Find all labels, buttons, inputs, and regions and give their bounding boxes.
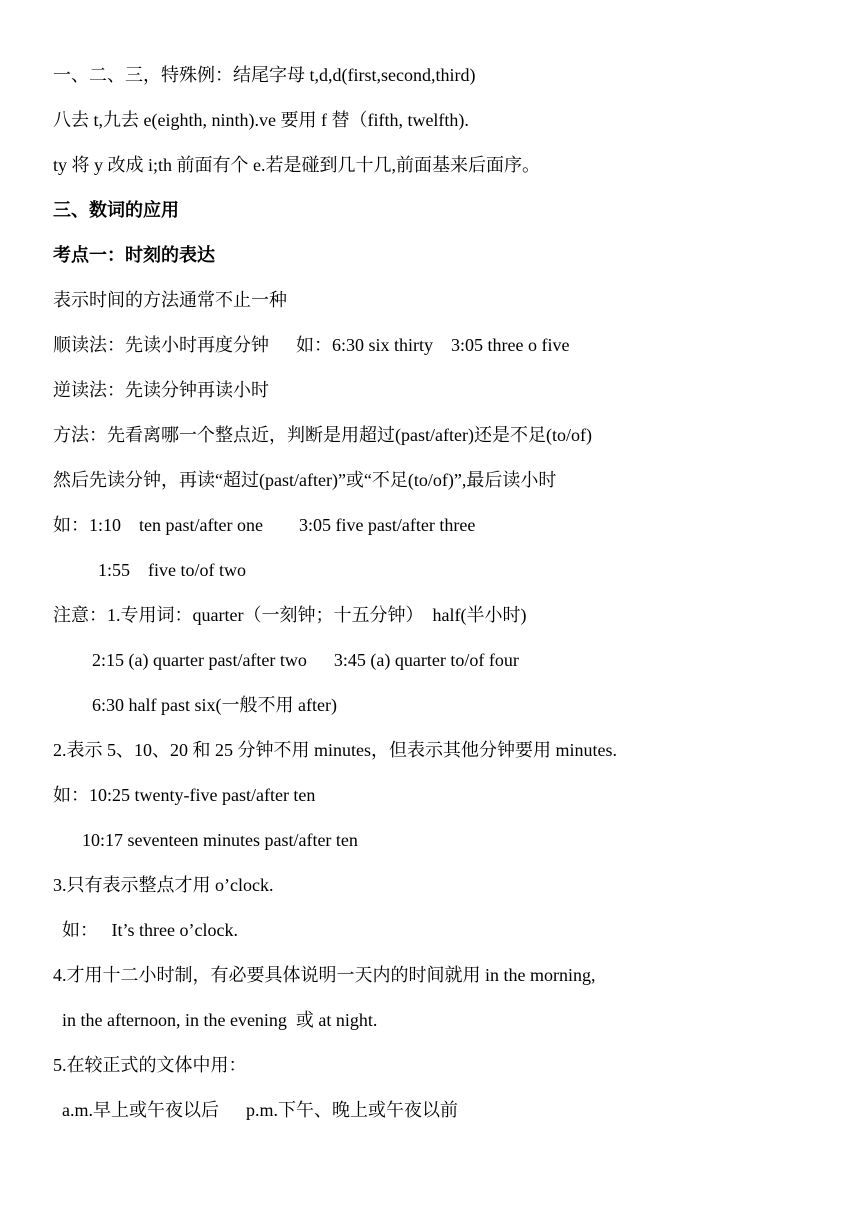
text-line: 一、二、三，特殊例：结尾字母 t,d,d(first,second,third) (53, 65, 476, 85)
text-line: 八去 t,九去 e(eighth, ninth).ve 要用 f 替（fifth, twelfth). (53, 110, 469, 130)
subsection-heading: 考点一：时刻的表达 (53, 245, 215, 265)
text-line: ty 将 y 改成 i;th 前面有个 e.若是碰到几十几,前面基来后面序。 (53, 155, 540, 175)
text-line: 逆读法：先读分钟再读小时 (53, 380, 269, 400)
text-line: 顺读法：先读小时再度分钟 如：6:30 six thirty 3:05 three o five (53, 335, 570, 355)
text-line: 2:15 (a) quarter past/after two 3:45 (a) quarter to/of four (92, 650, 519, 670)
text-line: 方法：先看离哪一个整点近，判断是用超过(past/after)还是不足(to/of) (53, 425, 592, 445)
text-line: 2.表示 5、10、20 和 25 分钟不用 minutes，但表示其他分钟要用 minutes. (53, 740, 617, 760)
text-line: 注意：1.专用词：quarter（一刻钟；十五分钟） half(半小时) (53, 605, 527, 625)
text-line: 1:55 five to/of two (98, 560, 246, 580)
text-line: 然后先读分钟，再读“超过(past/after)”或“不足(to/of)”,最后读小时 (53, 470, 557, 490)
text-line: in the afternoon, in the evening 或 at night. (62, 1010, 378, 1030)
text-line: 如：1:10 ten past/after one 3:05 five past/after three (53, 515, 476, 535)
text-line: 3.只有表示整点才用 o’clock. (53, 875, 274, 895)
text-line: 10:17 seventeen minutes past/after ten (82, 830, 358, 850)
text-line: 如：10:25 twenty-five past/after ten (53, 785, 316, 805)
text-line: 表示时间的方法通常不止一种 (53, 290, 287, 310)
text-line: 4.才用十二小时制，有必要具体说明一天内的时间就用 in the morning, (53, 965, 596, 985)
text-line: 6:30 half past six(一般不用 after) (92, 695, 337, 715)
text-line: a.m.早上或午夜以后 p.m.下午、晚上或午夜以前 (62, 1100, 458, 1120)
text-line: 如： It’s three o’clock. (62, 920, 238, 940)
section-heading: 三、数词的应用 (53, 200, 179, 220)
text-line: 5.在较正式的文体中用： (53, 1055, 247, 1075)
